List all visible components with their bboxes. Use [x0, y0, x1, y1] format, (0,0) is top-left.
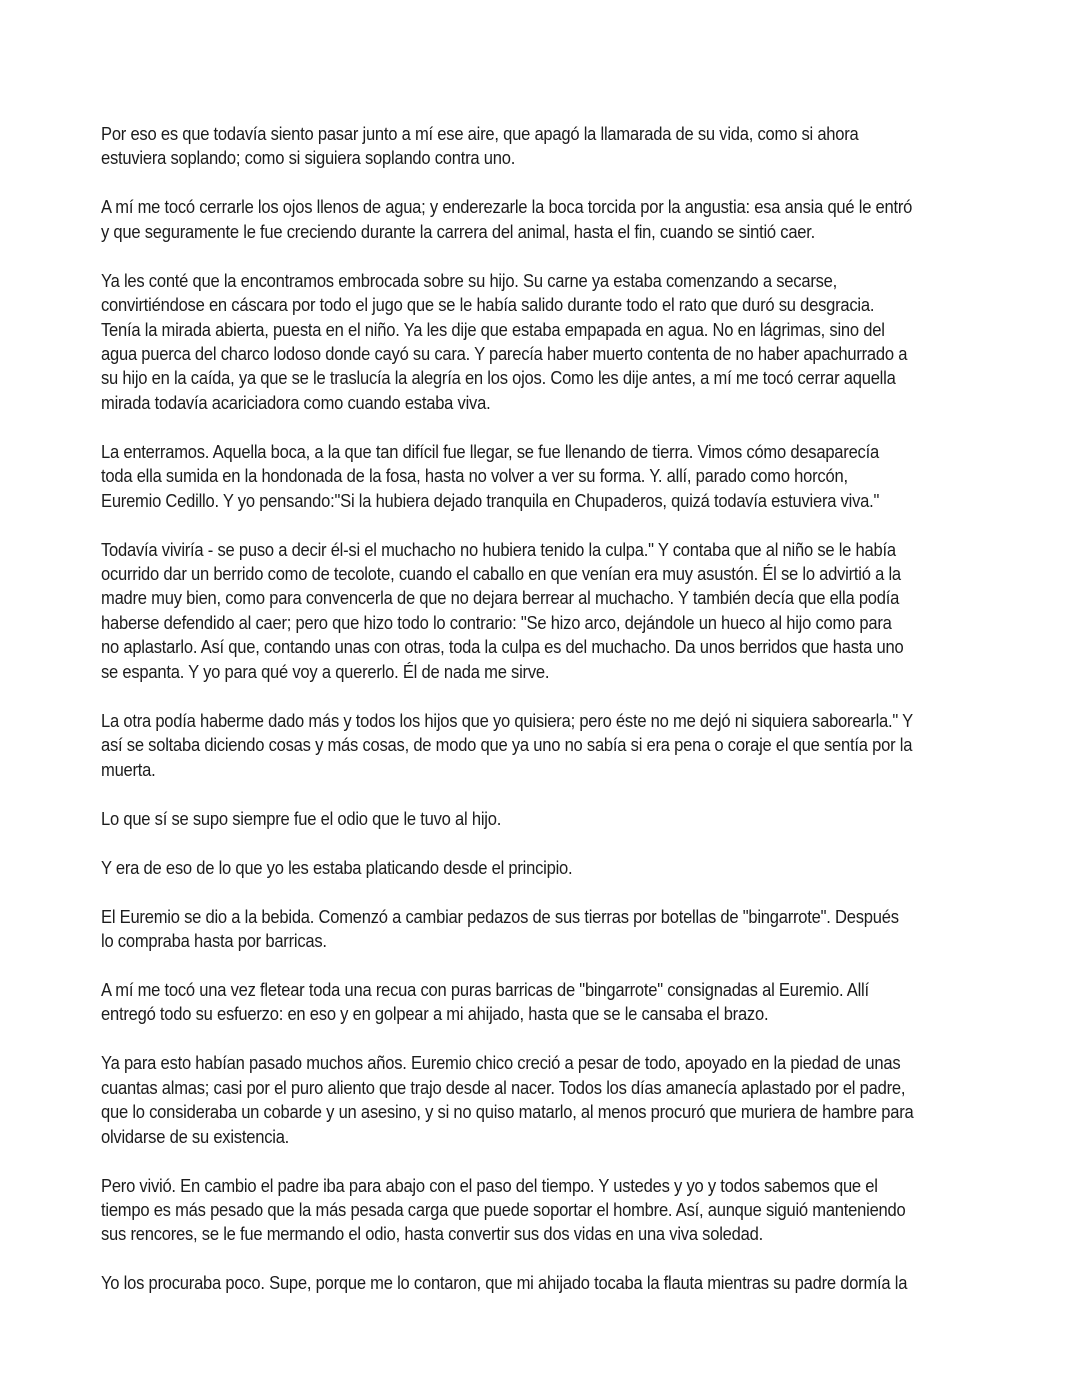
paragraph: Ya les conté que la encontramos embrocada sobre su hijo. Su carne ya estaba comenzando a secarse, convirtiéndose en cáscara por todo el jugo que se le había salido durante todo el rato que duró su desgracia. Tenía la mirada abierta, puesta en el niño. Ya les dije que estaba empapada en agua. No en lágrimas, sino del agua puerca del charco lodoso donde cayó su cara. Y parecía haber muerto contenta de no haber apachurrado a su hijo en la caída, ya que se le traslucía la alegría en los ojos. Como les dije antes, a mí me tocó cerrar aquella mirada todavía acariciadora como cuando estaba viva. — [101, 269, 908, 413]
paragraph: Todavía viviría - se puso a decir él-si el muchacho no hubiera tenido la culpa." Y contaba que al niño se le había ocurrido dar un berrido como de tecolote, cuando el caballo en que venían era muy asustón. Él se lo advirtió a la madre muy bien, como para convencerla de que no dejara berrear al muchacho. Y también decía que ella podía haberse defendido al caer; pero que hizo todo lo contrario: "Se hizo arco, dejándole un hueco al hijo como para no aplastarlo. Así que, contando unas con otras, toda la culpa es del muchacho. Da unos berridos que hasta uno se espanta. Y yo para qué voy a quererlo. Él de nada me sirve. — [101, 538, 904, 682]
paragraph: A mí me tocó cerrarle los ojos llenos de agua; y enderezarle la boca torcida por la angustia: esa ansia qué le entró y que seguramente le fue creciendo durante la carrera del animal, hasta el fin, cuando se sintió caer. — [101, 196, 913, 242]
paragraph: Y era de eso de lo que yo les estaba platicando desde el principio. — [101, 856, 573, 878]
paragraph: Por eso es que todavía siento pasar junto a mí ese aire, que apagó la llamarada de su vida, como si ahora estuviera soplando; como si siguiera soplando contra uno. — [101, 123, 859, 169]
paragraph: Pero vivió. En cambio el padre iba para abajo con el paso del tiempo. Y ustedes y yo y todos sabemos que el tiempo es más pesado que la más pesada carga que puede soportar el hombre. Así, aunque siguió manteniendo sus rencores, se le fue mermando el odio, hasta convertir sus dos vidas en una viva soledad. — [101, 1174, 906, 1245]
paragraph: A mí me tocó una vez fletear toda una recua con puras barricas de "bingarrote" consignadas al Euremio. Allí entregó todo su esfuerzo: en eso y en golpear a mi ahijado, hasta que se le cansaba el brazo. — [101, 978, 869, 1025]
document-body — [101, 122, 986, 1320]
paragraph: La enterramos. Aquella boca, a la que tan difícil fue llegar, se fue llenando de tierra. Vimos cómo desaparecía toda ella sumida en la hondonada de la fosa, hasta no volver a ver su forma. Y. allí, parado como horcón, Euremio Cedillo. Y yo pensando:"Si la hubiera dejado tranquila en Chupaderos, quizá todavía estuviera viva." — [101, 440, 880, 511]
paragraph: El Euremio se dio a la bebida. Comenzó a cambiar pedazos de sus tierras por botellas de "bingarrote". Después lo compraba hasta por barricas. — [101, 905, 899, 951]
paragraph: Lo que sí se supo siempre fue el odio que le tuvo al hijo. — [101, 807, 502, 829]
paragraph: Ya para esto habían pasado muchos años. Euremio chico creció a pesar de todo, apoyado en la piedad de unas cuantas almas; casi por el puro aliento que trajo desde al nacer. Todos los días amanecía aplastado por el padre, que lo consideraba un cobarde y un asesino, y si no quiso matarlo, al menos procuró que muriera de hambre para olvidarse de su existencia. — [101, 1052, 914, 1147]
paragraph: La otra podía haberme dado más y todos los hijos que yo quisiera; pero éste no me dejó ni siquiera saborearla." Y así se soltaba diciendo cosas y más cosas, de modo que ya uno no sabía si era pena o coraje el que sentía por la muerta. — [101, 709, 913, 780]
paragraph: Yo los procuraba poco. Supe, porque me lo contaron, que mi ahijado tocaba la flauta mientras su padre dormía la — [101, 1272, 908, 1294]
